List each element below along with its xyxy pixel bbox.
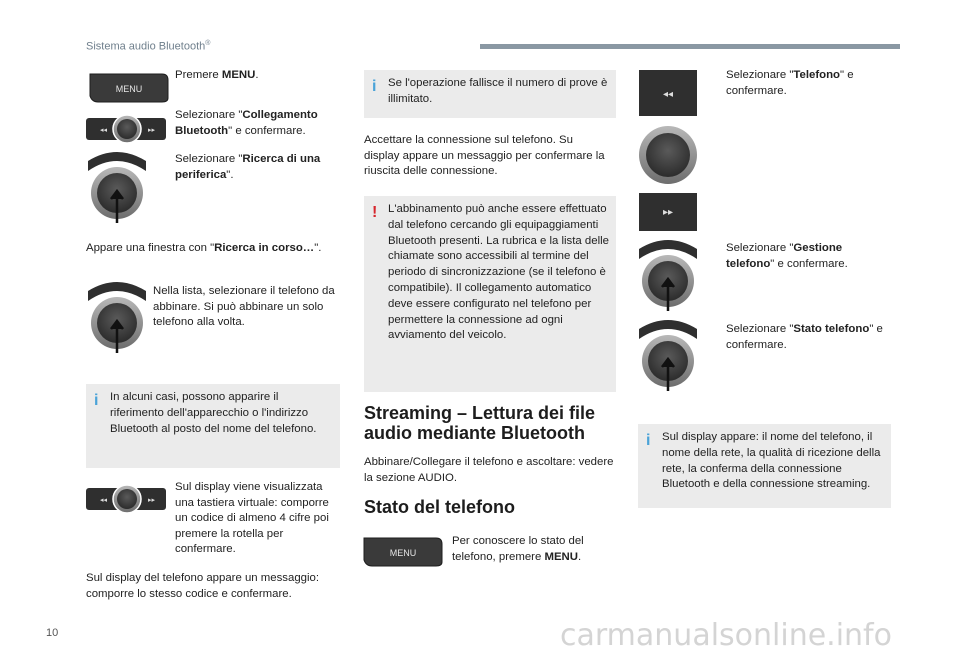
heading-stato: Stato del telefono [364, 497, 516, 517]
svg-text:▸▸: ▸▸ [148, 497, 156, 504]
knob-seek-icon [86, 483, 168, 517]
step-ricerca: Selezionare "Ricerca di una periferica". [175, 153, 321, 181]
info-note: i In alcuni casi, possono apparire il riferimento dell'apparecchio o l'indirizzo Bluetooth al posto del nome del telefono. [86, 384, 340, 468]
svg-text:◂◂: ◂◂ [100, 127, 108, 134]
next-button-icon [637, 191, 699, 233]
svg-text:◂◂: ◂◂ [100, 497, 108, 504]
step-premere-menu: Premere MENU. [175, 69, 259, 81]
info-icon: i [94, 392, 99, 409]
step-stato: Selezionare "Stato telefono" e confermare. [726, 323, 883, 351]
tastiera-text: Sul display viene visualizzata una tastiera virtuale: comporre un codice di almeno 4 cifre poi premere la rotella per confermare. [175, 481, 329, 555]
finestra-text: Appare una finestra con "Ricerca in corso…". [86, 242, 322, 254]
page-number: 10 [46, 627, 59, 639]
rotary-knob-icon [86, 153, 148, 225]
info-note: i Sul display appare: il nome del telefono, il nome della rete, la qualità di ricezione della rete, la conferma della connessione Bluetooth e della connessione streaming. [638, 424, 891, 508]
menu-button-icon [88, 70, 170, 104]
rotary-knob-icon [86, 283, 148, 355]
rotary-knob-icon [637, 321, 699, 393]
info-icon: i [372, 78, 377, 95]
accettare-text: Accettare la connessione sul telefono. Su display appare un messaggio per confermare la riuscita delle connessione. [364, 134, 605, 177]
svg-text:MENU: MENU [389, 548, 417, 558]
info-note: i Se l'operazione fallisce il numero di prove è illimitato. [364, 70, 616, 118]
page-header-title: Sistema audio Bluetooth® [86, 40, 211, 53]
step-telefono: Selezionare "Telefono" e confermare. [726, 69, 854, 97]
watermark: carmanualsonline.info [560, 618, 892, 653]
header-rule [480, 44, 900, 49]
info-icon: i [646, 432, 651, 449]
svg-text:MENU: MENU [115, 84, 143, 94]
menu-button-icon [362, 534, 446, 568]
svg-text:▸▸: ▸▸ [148, 127, 156, 134]
svg-text:◂◂: ◂◂ [662, 89, 674, 100]
prev-button-icon [637, 68, 699, 118]
svg-text:▸▸: ▸▸ [662, 207, 674, 218]
conoscere-text: Per conoscere lo stato del telefono, premere MENU. [452, 535, 584, 563]
nella-lista-text: Nella lista, selezionare il telefono da abbinare. Si può abbinare un solo telefono alla volta. [153, 285, 335, 328]
heading-streaming: Streaming – Lettura dei file audio mediante Bluetooth [364, 403, 596, 443]
messaggio-text: Sul display del telefono appare un messaggio: comporre lo stesso codice e confermare. [86, 572, 320, 600]
warning-icon: ! [372, 204, 378, 221]
warning-note: ! L'abbinamento può anche essere effettuato dal telefono cercando gli equipaggiamenti Bluetooth presenti. La rubrica e la lista delle chiamate sono accessibili al termine del periodo di sincronizzazione (se il telefono è compatibile). Il collegamento automatico deve essere configurato nel telefono per permettere la connessione ad ogni avviamento del veicolo. [364, 196, 616, 392]
step-gestione: Selezionare "Gestione telefono" e confermare. [726, 242, 848, 270]
step-collegamento: Selezionare "Collegamento Bluetooth" e confermare. [175, 109, 318, 137]
abbinare-text: Abbinare/Collegare il telefono e ascoltare: vedere la sezione AUDIO. [364, 456, 614, 484]
rotary-knob-icon [637, 241, 699, 313]
knob-press-icon [637, 124, 699, 186]
knob-seek-icon [86, 113, 168, 147]
